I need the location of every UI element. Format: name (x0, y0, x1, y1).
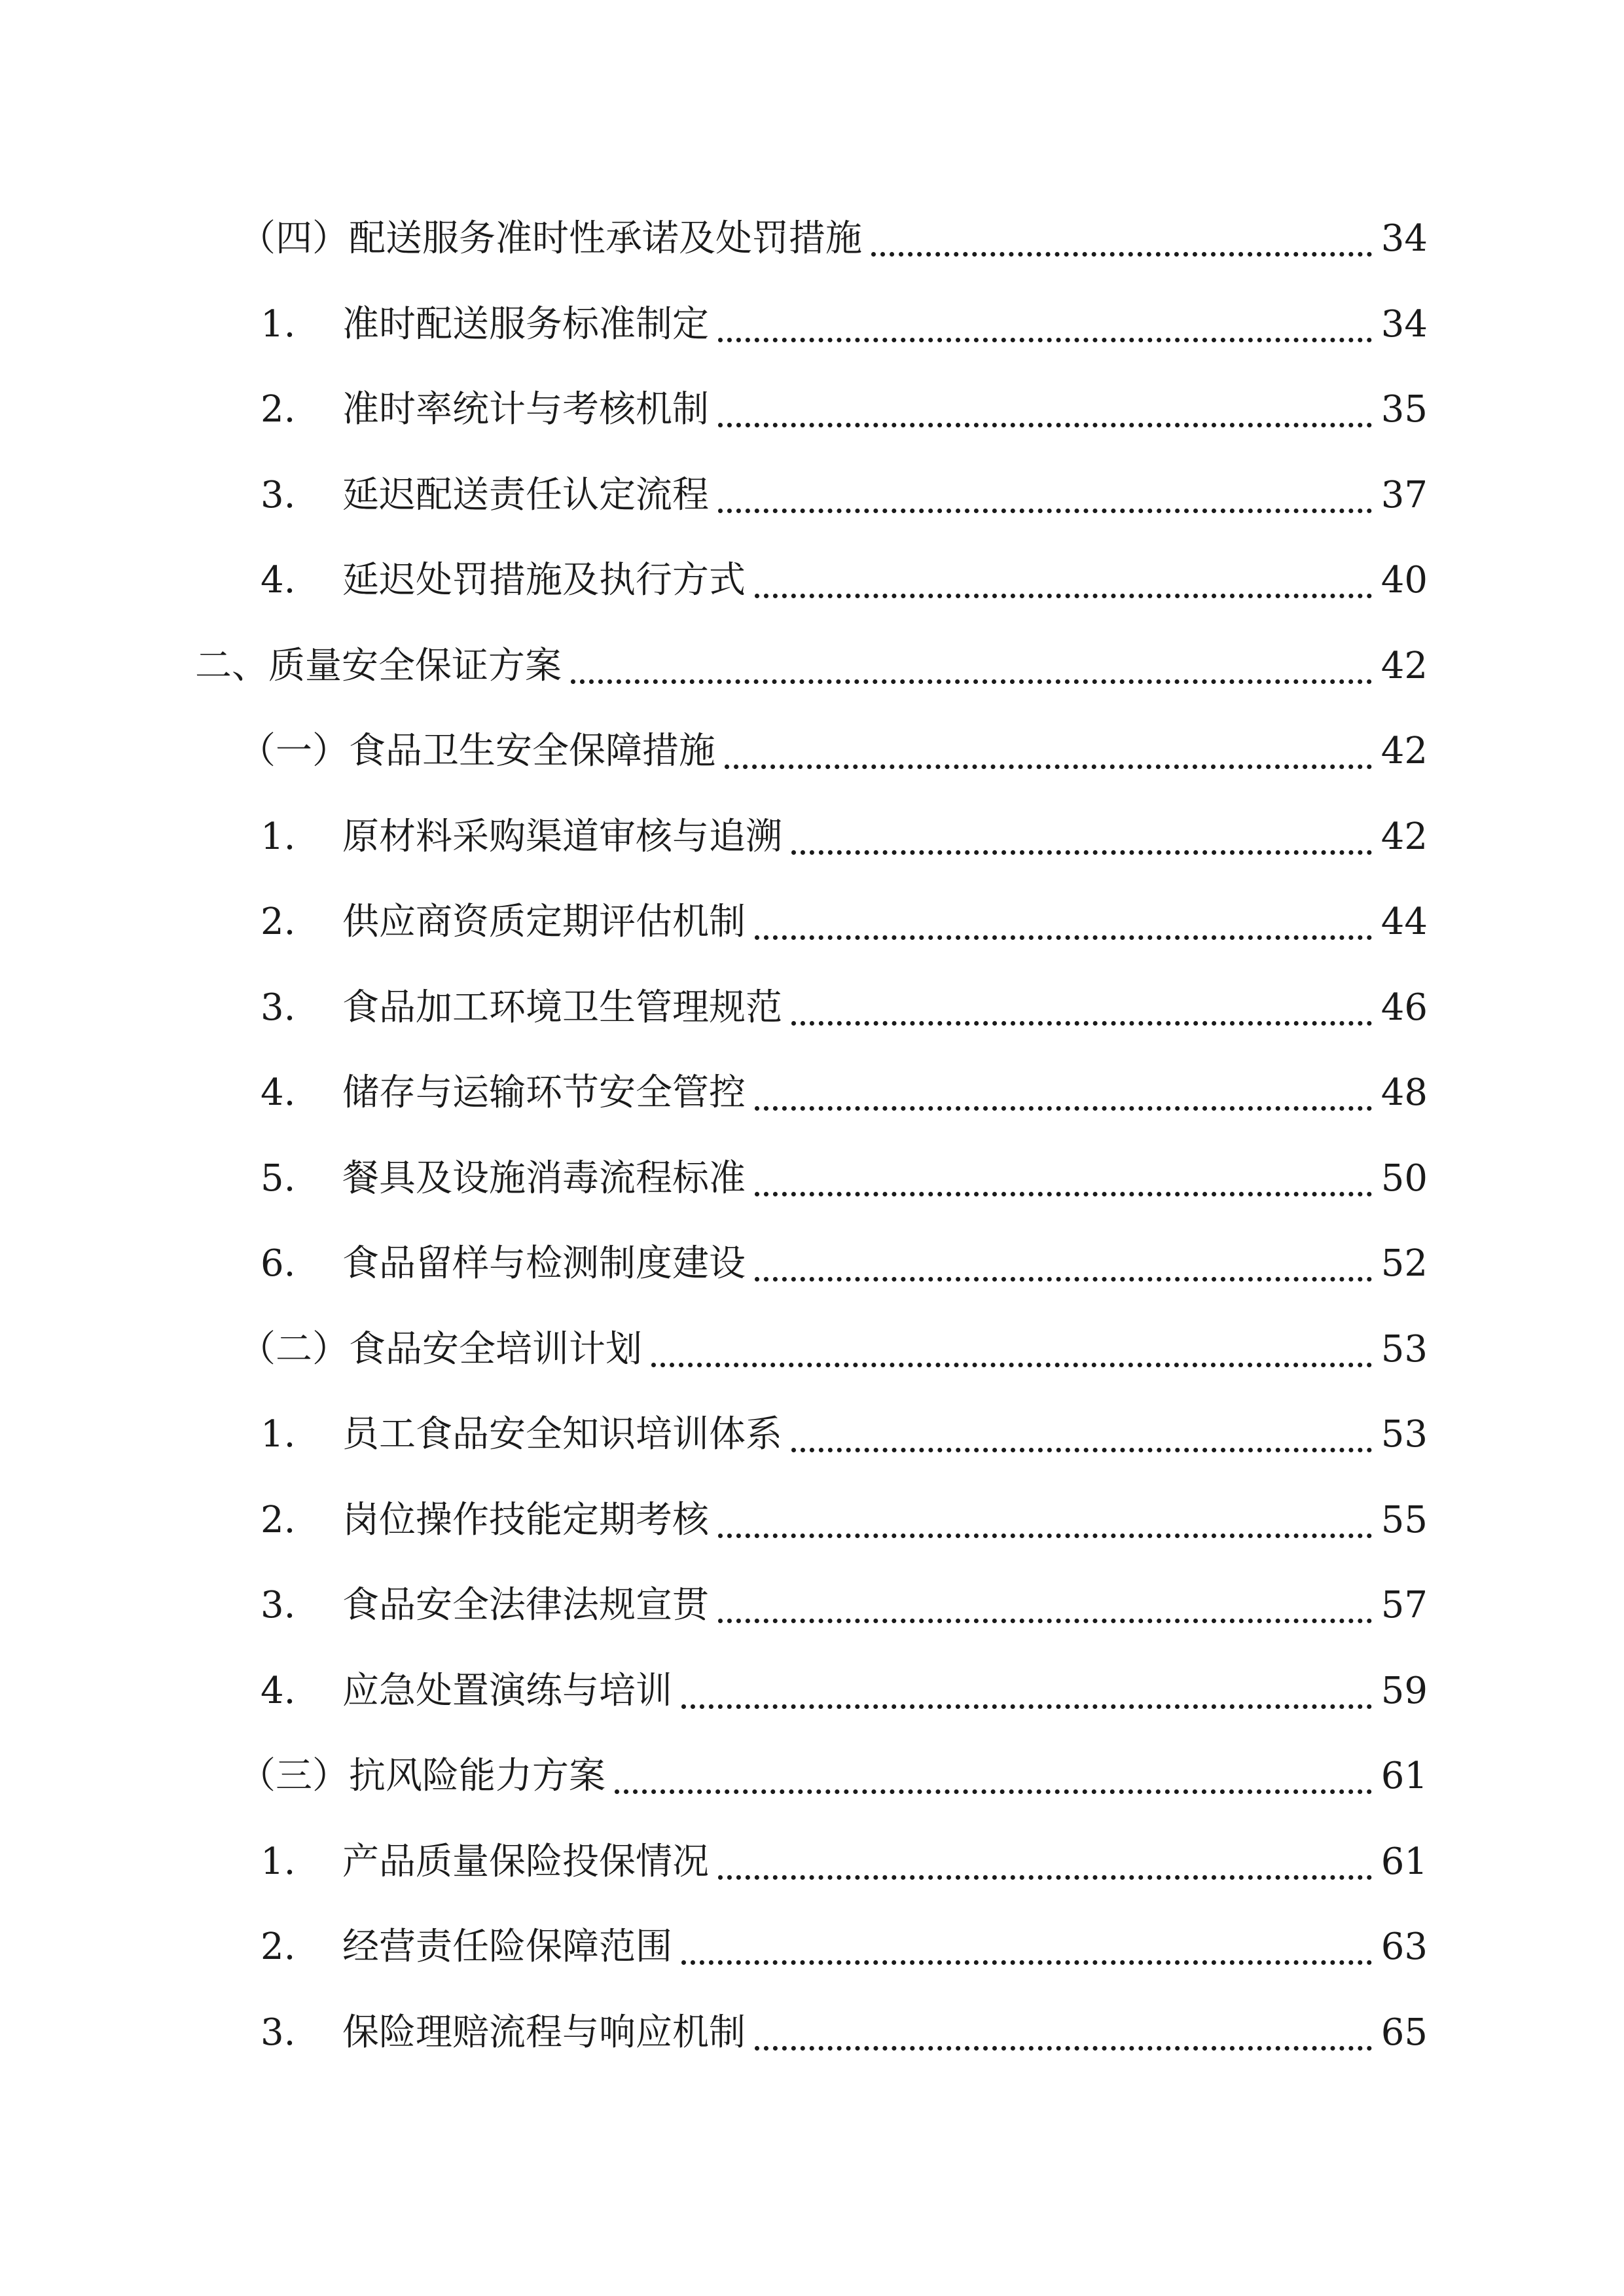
toc-entry[interactable] (0, 538, 1624, 624)
toc-entry[interactable] (0, 282, 1624, 368)
dot-leader (718, 501, 1372, 513)
toc-entry-title: 原材料采购渠道审核与追溯 (342, 819, 791, 855)
toc-entry[interactable] (0, 453, 1624, 539)
toc-entry-page: 35 (1372, 391, 1428, 428)
dot-leader (681, 1952, 1372, 1965)
dot-leader (718, 1526, 1372, 1538)
dot-leader (681, 1696, 1372, 1709)
toc-entry[interactable] (0, 1905, 1624, 1990)
toc-entry[interactable] (0, 196, 1624, 282)
toc-entry-title: 食品安全法律法规宣贯 (342, 1587, 718, 1624)
toc-entry-number: 6. (261, 1242, 296, 1285)
toc-entry-title: （一）食品卫生安全保障措施 (239, 733, 725, 770)
toc-entry-number: 3. (261, 2011, 296, 2054)
toc-entry-title: 二、质量安全保证方案 (195, 648, 571, 685)
toc-entry-number: 1. (261, 815, 296, 858)
toc-entry[interactable] (0, 880, 1624, 965)
toc-entry[interactable] (0, 1136, 1624, 1222)
toc-entry-number: 2. (261, 901, 296, 944)
toc-entry-page: 42 (1372, 819, 1428, 855)
dot-leader (791, 1013, 1372, 1026)
toc-entry-number: 1. (261, 302, 296, 346)
toc-entry-page: 57 (1372, 1587, 1428, 1624)
dot-leader (718, 415, 1372, 427)
toc-entry[interactable] (0, 1221, 1624, 1307)
toc-entry[interactable] (0, 367, 1624, 453)
toc-entry-title: 岗位操作技能定期考核 (342, 1502, 718, 1539)
dot-leader (718, 330, 1372, 342)
toc-entry-title: 延迟处罚措施及执行方式 (342, 562, 755, 599)
toc-entry-page: 42 (1372, 733, 1428, 770)
toc-entry-title: 食品加工环境卫生管理规范 (342, 990, 791, 1026)
toc-entry-number: 4. (261, 1071, 296, 1115)
dot-leader (615, 1782, 1372, 1794)
toc-entry[interactable] (0, 795, 1624, 880)
toc-entry-title: 供应商资质定期评估机制 (342, 904, 755, 941)
toc-entry-page: 53 (1372, 1416, 1428, 1453)
dot-leader (755, 1098, 1372, 1111)
dot-leader (718, 1611, 1372, 1623)
toc-entry-page: 55 (1372, 1502, 1428, 1539)
toc-entry-page: 65 (1372, 2015, 1428, 2051)
toc-entry-page: 46 (1372, 990, 1428, 1026)
toc-entry[interactable] (0, 1307, 1624, 1393)
toc-entry-title: （三）抗风险能力方案 (239, 1758, 615, 1795)
toc-entry-title: 储存与运输环节安全管控 (342, 1075, 755, 1111)
toc-entry[interactable] (0, 1392, 1624, 1478)
toc-entry-number: 5. (261, 1157, 296, 1200)
toc-entry-number: 2. (261, 388, 296, 431)
toc-entry-page: 37 (1372, 477, 1428, 514)
toc-entry-title: 应急处置演练与培训 (342, 1673, 681, 1710)
toc-entry-title: 经营责任险保障范围 (342, 1929, 681, 1965)
toc-entry-number: 2. (261, 1926, 296, 1969)
toc-entry-number: 4. (261, 559, 296, 602)
toc-entry[interactable] (0, 1478, 1624, 1564)
toc-entry-page: 48 (1372, 1075, 1428, 1111)
toc-entry-title: 延迟配送责任认定流程 (342, 477, 718, 514)
dot-leader (651, 1355, 1372, 1367)
toc-entry-number: 3. (261, 1584, 296, 1627)
toc-entry-number: 3. (261, 473, 296, 516)
toc-entry-page: 42 (1372, 648, 1428, 685)
toc-entry-page: 34 (1372, 221, 1428, 257)
toc-entry-title: 员工食品安全知识培训体系 (342, 1416, 791, 1453)
toc-entry-title: （四）配送服务准时性承诺及处罚措施 (239, 221, 871, 257)
toc-entry[interactable] (0, 709, 1624, 795)
toc-entry-page: 50 (1372, 1160, 1428, 1197)
toc-entry-title: 餐具及设施消毒流程标准 (342, 1160, 755, 1197)
toc-entry[interactable] (0, 1820, 1624, 1905)
dot-leader (755, 1269, 1372, 1282)
dot-leader (755, 586, 1372, 598)
toc-entry-page: 61 (1372, 1758, 1428, 1795)
toc-entry-number: 3. (261, 986, 296, 1029)
toc-entry-page: 52 (1372, 1246, 1428, 1282)
dot-leader (718, 1867, 1372, 1880)
dot-leader (571, 672, 1372, 684)
toc-entry-page: 34 (1372, 306, 1428, 343)
toc-entry-page: 59 (1372, 1673, 1428, 1710)
toc-entry[interactable] (0, 1990, 1624, 2076)
toc-entry[interactable] (0, 1734, 1624, 1820)
dot-leader (791, 842, 1372, 855)
toc-entry-title: 食品留样与检测制度建设 (342, 1246, 755, 1282)
toc-entry-number: 1. (261, 1840, 296, 1883)
toc-entry-number: 1. (261, 1413, 296, 1456)
toc-entry-title: 准时配送服务标准制定 (342, 306, 718, 343)
toc-entry-page: 63 (1372, 1929, 1428, 1965)
toc-entry-title: （二）食品安全培训计划 (239, 1331, 651, 1368)
toc-entry[interactable] (0, 965, 1624, 1051)
toc-entry-page: 53 (1372, 1331, 1428, 1368)
toc-entry[interactable] (0, 1649, 1624, 1734)
toc-entry[interactable] (0, 624, 1624, 709)
toc-entry-title: 产品质量保险投保情况 (342, 1844, 718, 1880)
toc-entry-number: 2. (261, 1498, 296, 1541)
toc-entry[interactable] (0, 1563, 1624, 1649)
dot-leader (791, 1440, 1372, 1452)
toc-entry-page: 61 (1372, 1844, 1428, 1880)
toc-entry-title: 保险理赔流程与响应机制 (342, 2015, 755, 2051)
toc-entry-page: 40 (1372, 562, 1428, 599)
toc-entry-title: 准时率统计与考核机制 (342, 391, 718, 428)
toc-entry-number: 4. (261, 1669, 296, 1712)
table-of-contents (0, 196, 1624, 2075)
dot-leader (871, 244, 1372, 257)
dot-leader (755, 1184, 1372, 1196)
toc-entry[interactable] (0, 1050, 1624, 1136)
dot-leader (755, 927, 1372, 940)
dot-leader (755, 2038, 1372, 2051)
dot-leader (725, 757, 1372, 769)
toc-entry-page: 44 (1372, 904, 1428, 941)
